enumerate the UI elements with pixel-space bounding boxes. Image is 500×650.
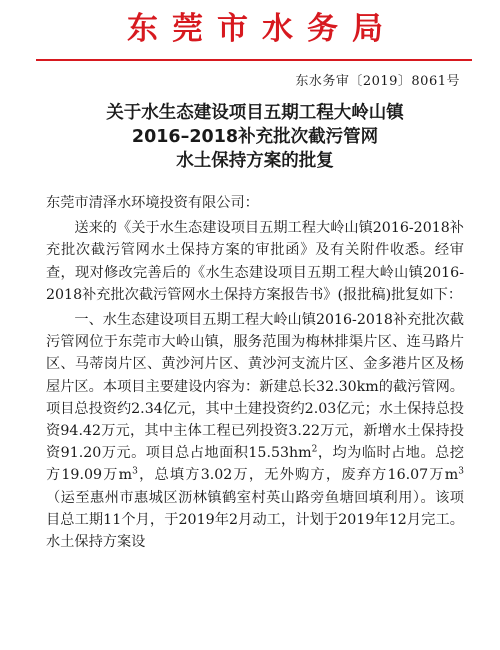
excavation-unit-superscript: 3 [132, 466, 138, 477]
letterhead-agency-name: 东莞市水务局 [127, 11, 397, 47]
document-number: 东水务审〔2019〕8061号 [295, 74, 460, 89]
document-body [46, 192, 464, 553]
title-line-1: 关于水生态建设项目五期工程大岭山镇 [106, 103, 404, 123]
addressee: 东莞市清泽水环境投资有限公司： [46, 195, 259, 211]
paragraph-receipt: 送来的《关于水生态建设项目五期工程大岭山镇2016-2018补充批次截污管网水土保持方案的审批函》及有关附件收悉。经审查，现对修改完善后的《水生态建设项目五期工程大岭山镇2016-2018补充批次截污管网水土保持方案报告书》(报批稿)批复如下： [46, 220, 464, 303]
overview-text-d: （运至惠州市惠城区沥林镇鹤室村英山路旁鱼塘回填利用）。该项目总工期11个月，于2019年2月动工，计划于2019年12月完工。水土保持方案设 [46, 489, 464, 551]
overview-text-c: ，总填方3.02万，无外购方，废弃方16.07万m [137, 467, 459, 484]
title-line-2: 2016–2018补充批次截污管网 [131, 127, 379, 147]
area-unit-superscript: 2 [311, 444, 318, 455]
paragraph-project-overview [46, 309, 464, 553]
title-line-3: 水土保持方案的批复 [176, 151, 334, 171]
document-title [46, 101, 464, 173]
letterhead-red-rule [36, 59, 472, 61]
overview-text-b: ，均为临时占地。总挖方19.09万m [46, 445, 464, 484]
overview-text-a: 一、水生态建设项目五期工程大岭山镇2016-2018补充批次截污管网位于东莞市大岭山镇，服务范围为梅林排渠片区、连马路片区、马蒂岗片区、黄沙河片区、黄沙河支流片区、金多港片区及杨屋片区。本项目主要建设内容为：新建总长32.30km的截污管网。项目总投资约2.34亿元，其中土建投资约2.03亿元；水土保持总投资94.42万元，其中主体工程已列投资3.22万元，新增水土保持投资91.20万元。项目总占地面积15.53hm [46, 312, 464, 462]
waste-unit-superscript: 3 [458, 466, 464, 477]
